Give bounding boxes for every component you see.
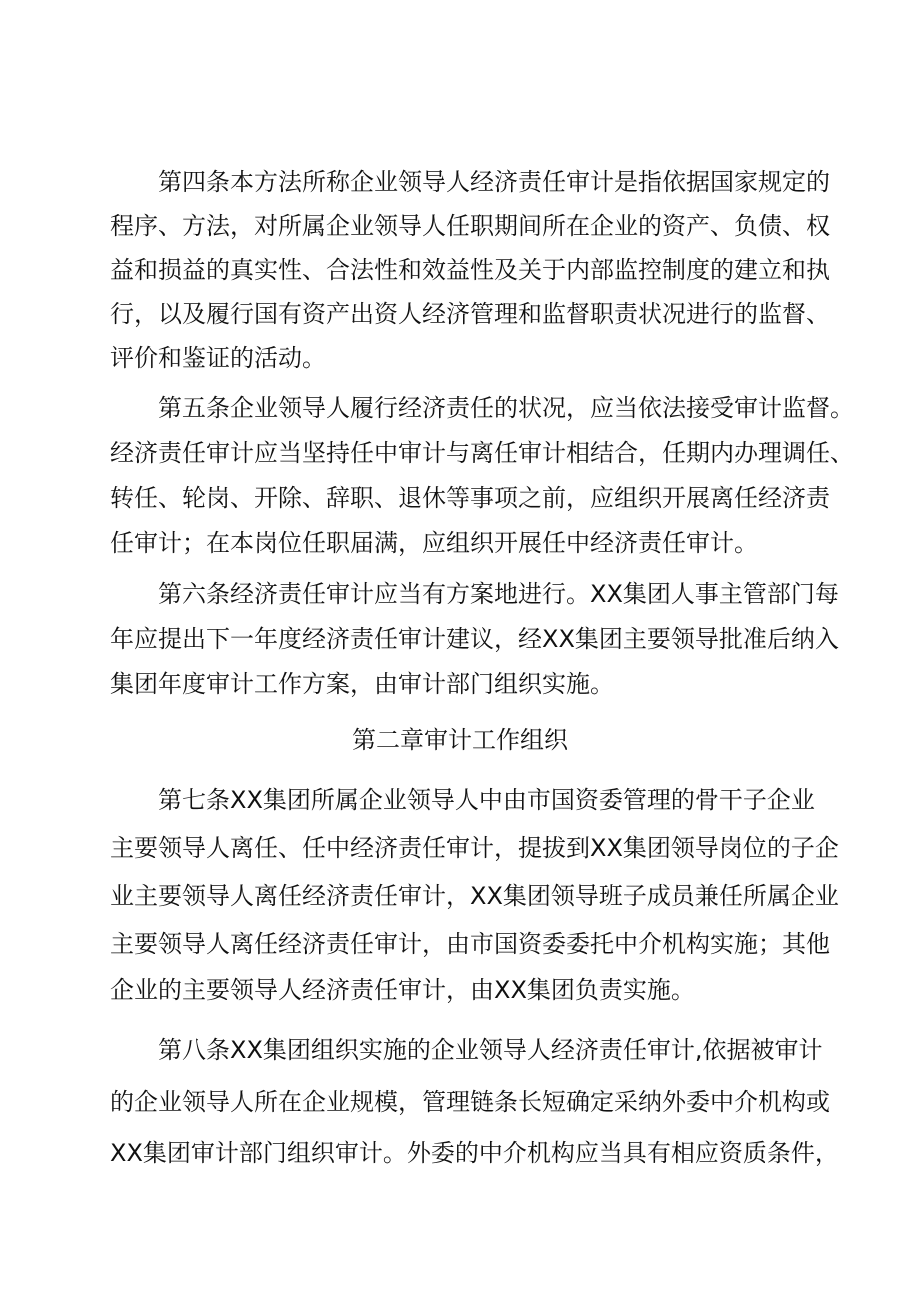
article-4-line-4: 行，以及履行国有资产出资人经济管理和监督职责状况进行的监督、 <box>110 300 830 328</box>
article-5-line-1: 第五条企业领导人履行经济责任的状况，应当依法接受审计监督。 <box>158 394 854 422</box>
article-5-line-2: 经济责任审计应当坚持任中审计与离任审计相结合，任期内办理调任、 <box>110 439 854 467</box>
chapter-heading: 第二章审计工作组织 <box>352 726 568 754</box>
article-4-line-3: 益和损益的真实性、合法性和效益性及关于内部监控制度的建立和执 <box>110 256 830 284</box>
article-6-line-2: 年应提出下一年度经济责任审计建议，经XX集团主要领导批准后纳入 <box>110 625 839 653</box>
article-8-line-2: 的企业领导人所在企业规模，管理链条长短确定采纳外委中介机构或 <box>110 1088 830 1116</box>
article-7-line-4: 主要领导人离任经济责任审计，由市国资委委托中介机构实施；其他 <box>110 930 830 958</box>
article-8-line-3: XX集团审计部门组织审计。外委的中介机构应当具有相应资质条件， <box>110 1139 839 1167</box>
article-7-line-2: 主要领导人离任、任中经济责任审计，提拔到XX集团领导岗位的子企 <box>110 834 839 862</box>
article-7-line-5: 企业的主要领导人经济责任审计，由XX集团负责实施。 <box>110 976 695 1004</box>
article-8-line-1: 第八条XX集团组织实施的企业领导人经济责任审计,依据被审计 <box>158 1036 823 1064</box>
article-7-line-1: 第七条XX集团所属企业领导人中由市国资委管理的骨干子企业 <box>158 786 815 814</box>
article-5-line-3: 转任、轮岗、开除、辞职、退休等事项之前，应组织开展离任经济责 <box>110 484 830 512</box>
article-4-line-1: 第四条本方法所称企业领导人经济责任审计是指依据国家规定的 <box>158 168 830 196</box>
article-4-line-2: 程序、方法，对所属企业领导人任职期间所在企业的资产、负债、权 <box>110 212 830 240</box>
article-6-line-1: 第六条经济责任审计应当有方案地进行。XX集团人事主管部门每 <box>158 580 839 608</box>
article-6-line-3: 集团年度审计工作方案，由审计部门组织实施。 <box>110 670 614 698</box>
article-4-line-5: 评价和鉴证的活动。 <box>110 344 326 372</box>
article-5-line-4: 任审计；在本岗位任职届满，应组织开展任中经济责任审计。 <box>110 529 758 557</box>
article-7-line-3: 业主要领导人离任经济责任审计，XX集团领导班子成员兼任所属企业 <box>110 882 839 910</box>
